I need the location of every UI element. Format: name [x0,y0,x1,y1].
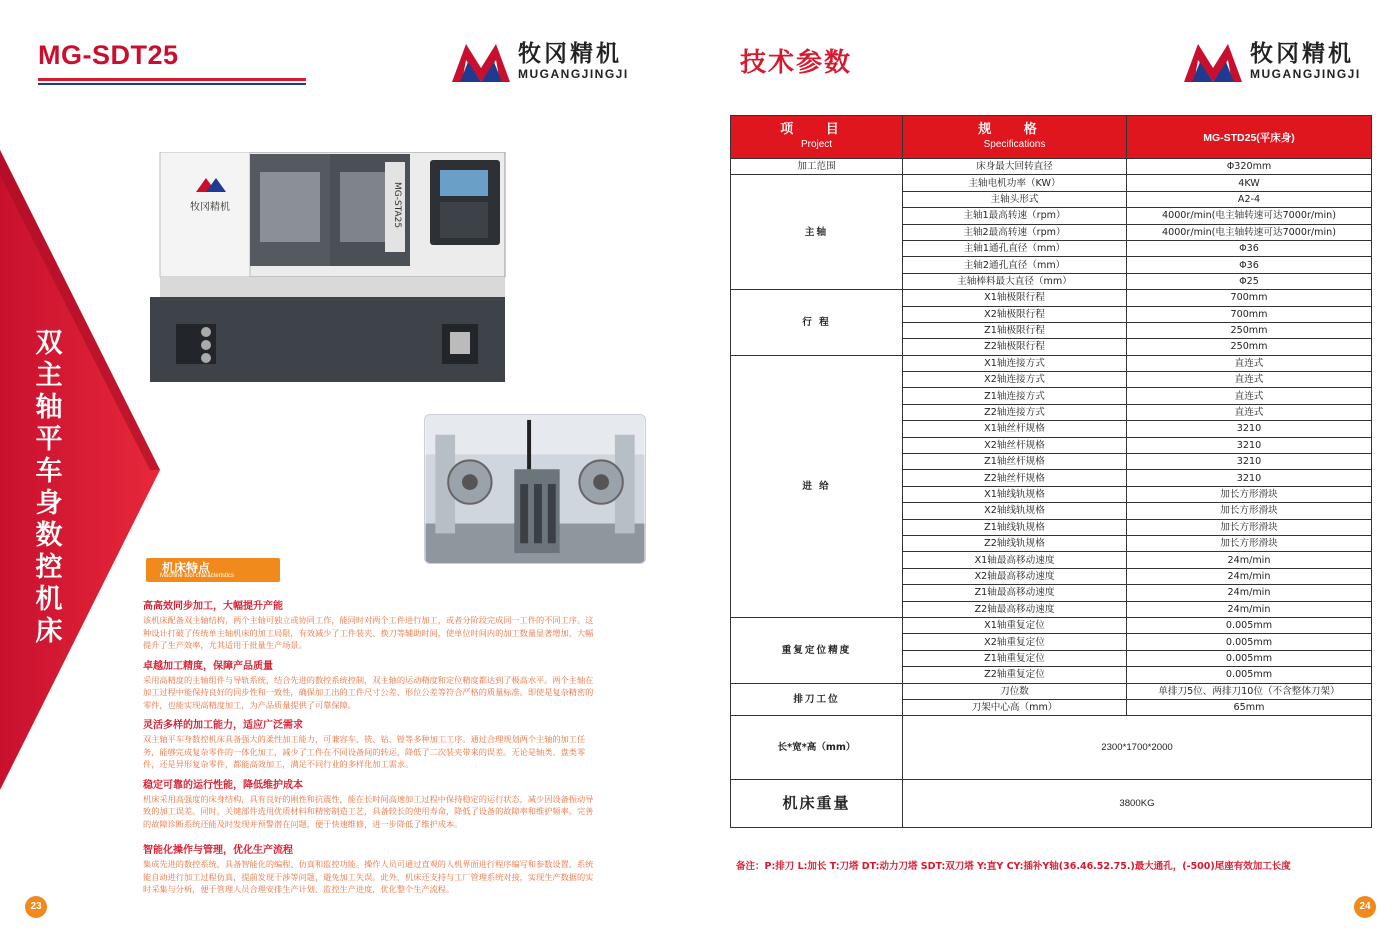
table-row [731,290,1372,306]
item-cell: X1轴线轨规格 [903,486,1127,502]
page-number-left: 23 [25,896,47,918]
category-cell: 加工范围 [731,159,903,175]
table-row [731,159,1372,175]
item-cell: X2轴极限行程 [903,306,1127,322]
features-list [143,600,601,904]
value-cell: 直连式 [1127,404,1372,420]
category-cell: 重复定位精度 [731,617,903,683]
feature-item [143,600,601,652]
machine-logo-text: 牧冈精机 [190,202,230,213]
category-cell: 主轴 [731,175,903,290]
model-title: MG-SDT25 [38,40,179,70]
item-cell: X2轴丝杆规格 [903,437,1127,453]
value-cell: 700mm [1127,290,1372,306]
value-cell: 3210 [1127,470,1372,486]
item-cell: Z2轴丝杆规格 [903,470,1127,486]
table-row [731,175,1372,191]
value-cell: 0.005mm [1127,650,1372,666]
item-cell: Z2轴连接方式 [903,404,1127,420]
item-cell: 主轴2通孔直径（mm） [903,257,1127,273]
value-cell: 直连式 [1127,355,1372,371]
feature-body: 集成先进的数控系统，具备智能化的编程、仿真和监控功能。操作人员可通过直观的人机界面进行程序编写和参数设置，系统能自动进行加工过程仿真，提前发现干涉等问题，避免加工失误。此外，机床还支持与工厂管理系统对接，实现生产数据的实时采集与分析，便于管理人员合理安排生产计划、监控生产进度，优化整个生产流程。 [143,859,594,894]
value-cell: 加长方形滑块 [1127,535,1372,551]
value-cell: 加长方形滑块 [1127,503,1372,519]
value-cell: 250mm [1127,322,1372,338]
item-cell: Z2轴最高移动速度 [903,601,1127,617]
table-row [731,683,1372,699]
brand-logo-right [1182,38,1361,84]
item-cell: 主轴头形式 [903,191,1127,207]
value-cell: 24m/min [1127,601,1372,617]
spec-note: 备注：P:排刀 L:加长 T:刀塔 DT:动力刀塔 SDT:双刀塔 Y:直Y CY:插补Y轴(36.46.52.75.)最大通孔，(-500)尾座有效加工长度 [736,861,1291,872]
item-cell: X2轴最高移动速度 [903,568,1127,584]
item-cell: X1轴连接方式 [903,355,1127,371]
table-row [731,355,1372,371]
value-cell: 0.005mm [1127,617,1372,633]
value-cell: 3210 [1127,454,1372,470]
item-cell: 主轴2最高转速（rpm） [903,224,1127,240]
table-row [731,617,1372,633]
value-cell: 4000r/min(电主轴转速可达7000r/min) [1127,224,1372,240]
feature-body: 机床采用高强度的床身结构，具有良好的刚性和抗震性，能在长时间高速加工过程中保持稳定的运行状态，减少因设备振动导致的加工误差。同时，关键部件选用优质材料和精密制造工艺，具备较长的使用寿命，降低了设备的故障率和维护频率。完善的故障诊断系统还能及时发现并预警潜在问题，便于快速维修，进一步降低了维护成本。 [143,793,594,829]
item-cell: 主轴1通孔直径（mm） [903,240,1127,256]
header-model: MG-STD25(平床身) [1127,116,1372,159]
value-cell: 24m/min [1127,585,1372,601]
logo-mark-icon [450,38,512,84]
weight-label: 机床重量 [731,780,903,828]
item-cell: X1轴最高移动速度 [903,552,1127,568]
table-row [731,780,1372,828]
logo-en-text: MUGANGJINGJI [518,67,629,81]
value-cell: 250mm [1127,339,1372,355]
value-cell: A2-4 [1127,191,1372,207]
spec-table [730,115,1372,828]
value-cell: 700mm [1127,306,1372,322]
value-cell: 直连式 [1127,372,1372,388]
spec-header-row [731,116,1372,159]
item-cell: X2轴连接方式 [903,372,1127,388]
item-cell: 主轴棒料最大直径（mm） [903,273,1127,289]
feature-body: 该机床配备双主轴结构，两个主轴可独立或协同工作，能同时对两个工件进行加工，或者分阶段完成同一工件的不同工序。这种设计打破了传统单主轴机床的加工局限，有效减少了工件装夹、换刀等辅助时间，使单位时间内的加工数量显著增加，大幅提升了生产效率，尤其适用于批量生产场景。 [143,615,594,650]
item-cell: Z1轴丝杆规格 [903,454,1127,470]
value-cell: 24m/min [1127,552,1372,568]
item-cell: Z1轴最高移动速度 [903,585,1127,601]
item-cell: X1轴极限行程 [903,290,1127,306]
value-cell: 4KW [1127,175,1372,191]
value-cell: 65mm [1127,699,1372,715]
feature-heading: 高高效同步加工，大幅提升产能 [143,601,283,612]
spindle-closeup-image [424,414,646,564]
item-cell: 床身最大回转直径 [903,159,1127,175]
value-cell: 单排刀5位、两排刀10位（不含整体刀架） [1127,683,1372,699]
machine-image [150,152,510,382]
features-badge-en: Machine tool characteristics [160,573,235,579]
value-cell: Φ25 [1127,273,1372,289]
feature-body: 双主轴平车身数控机床具备强大的柔性加工能力，可兼容车、铣、钻、镗等多种加工工序。通过合理规划两个主轴的加工任务，能够完成复杂零件的一体化加工，减少了工件在不同设备间的转运，降低了二次装夹带来的误差。无论是轴类、盘类零件，还是异形复杂零件，都能高效加工，满足不同行业的多样化加工需求。 [143,734,586,769]
item-cell: X1轴丝杆规格 [903,421,1127,437]
value-cell: 4000r/min(电主轴转速可达7000r/min) [1127,208,1372,224]
brand-logo-left [450,38,629,84]
item-cell: Z2轴重复定位 [903,667,1127,683]
logo-en-text: MUGANGJINGJI [1250,67,1361,81]
value-cell: 3210 [1127,437,1372,453]
page-number-right: 24 [1354,896,1376,918]
item-cell: Z1轴线轨规格 [903,519,1127,535]
header-spec: 规 格 Specifications [903,116,1127,159]
features-badge [146,558,280,582]
category-cell: 行 程 [731,290,903,356]
value-cell: 24m/min [1127,568,1372,584]
category-cell: 进 给 [731,355,903,617]
side-arrow-banner [0,150,165,790]
value-cell: 直连式 [1127,388,1372,404]
feature-heading: 智能化操作与管理，优化生产流程 [143,845,293,856]
value-cell: Φ36 [1127,240,1372,256]
logo-cn-text: 牧冈精机 [1250,41,1354,67]
value-cell: 0.005mm [1127,667,1372,683]
value-cell: 0.005mm [1127,634,1372,650]
value-cell: 加长方形滑块 [1127,519,1372,535]
side-title: 双主轴平车身数控机床 [35,328,63,647]
logo-cn-text: 牧冈精机 [518,41,622,67]
value-cell: 加长方形滑块 [1127,486,1372,502]
dims-value: 2300*1700*2000 [903,716,1372,780]
feature-body: 采用高精度的主轴组件与导轨系统，结合先进的数控系统控制，双主轴的运动精度和定位精度都达到了极高水平。两个主轴在加工过程中能保持良好的同步性和一致性，确保加工出的工件尺寸公差、形位公差等符合严格的质量标准。即使是复杂精密的零件，也能实现高精度加工，为产品质量提供了可靠保障。 [143,674,594,710]
machine-panel-text: MG-STA25 [392,182,402,229]
item-cell: X2轴线轨规格 [903,503,1127,519]
item-cell: 主轴电机功率（KW） [903,175,1127,191]
features-badge-cn: 机床特点 [162,561,211,575]
value-cell: Φ36 [1127,257,1372,273]
item-cell: 主轴1最高转速（rpm） [903,208,1127,224]
weight-value: 3800KG [903,780,1372,828]
feature-heading: 灵活多样的加工能力，适应广泛需求 [143,720,303,731]
feature-item [143,844,601,896]
dims-label: 长*宽*高（mm） [731,716,903,780]
item-cell: Z1轴极限行程 [903,322,1127,338]
feature-heading: 稳定可靠的运行性能，降低维护成本 [143,779,303,791]
title-rule-red [38,78,306,81]
feature-heading: 卓越加工精度，保障产品质量 [143,660,273,672]
feature-item [143,779,601,831]
value-cell: Φ320mm [1127,159,1372,175]
item-cell: Z2轴线轨规格 [903,535,1127,551]
item-cell: X1轴重复定位 [903,617,1127,633]
item-cell: Z1轴连接方式 [903,388,1127,404]
feature-item [143,719,601,771]
spec-heading: 技术参数 [740,48,853,78]
header-project: 项 目 Project [731,116,903,159]
feature-item [143,660,601,712]
logo-mark-icon [1182,38,1244,84]
item-cell: Z1轴重复定位 [903,650,1127,666]
value-cell: 3210 [1127,421,1372,437]
item-cell: Z2轴极限行程 [903,339,1127,355]
table-row [731,716,1372,780]
item-cell: 刀架中心高（mm） [903,699,1127,715]
item-cell: 刀位数 [903,683,1127,699]
category-cell: 排刀工位 [731,683,903,716]
title-rule-blue [38,83,306,85]
item-cell: X2轴重复定位 [903,634,1127,650]
